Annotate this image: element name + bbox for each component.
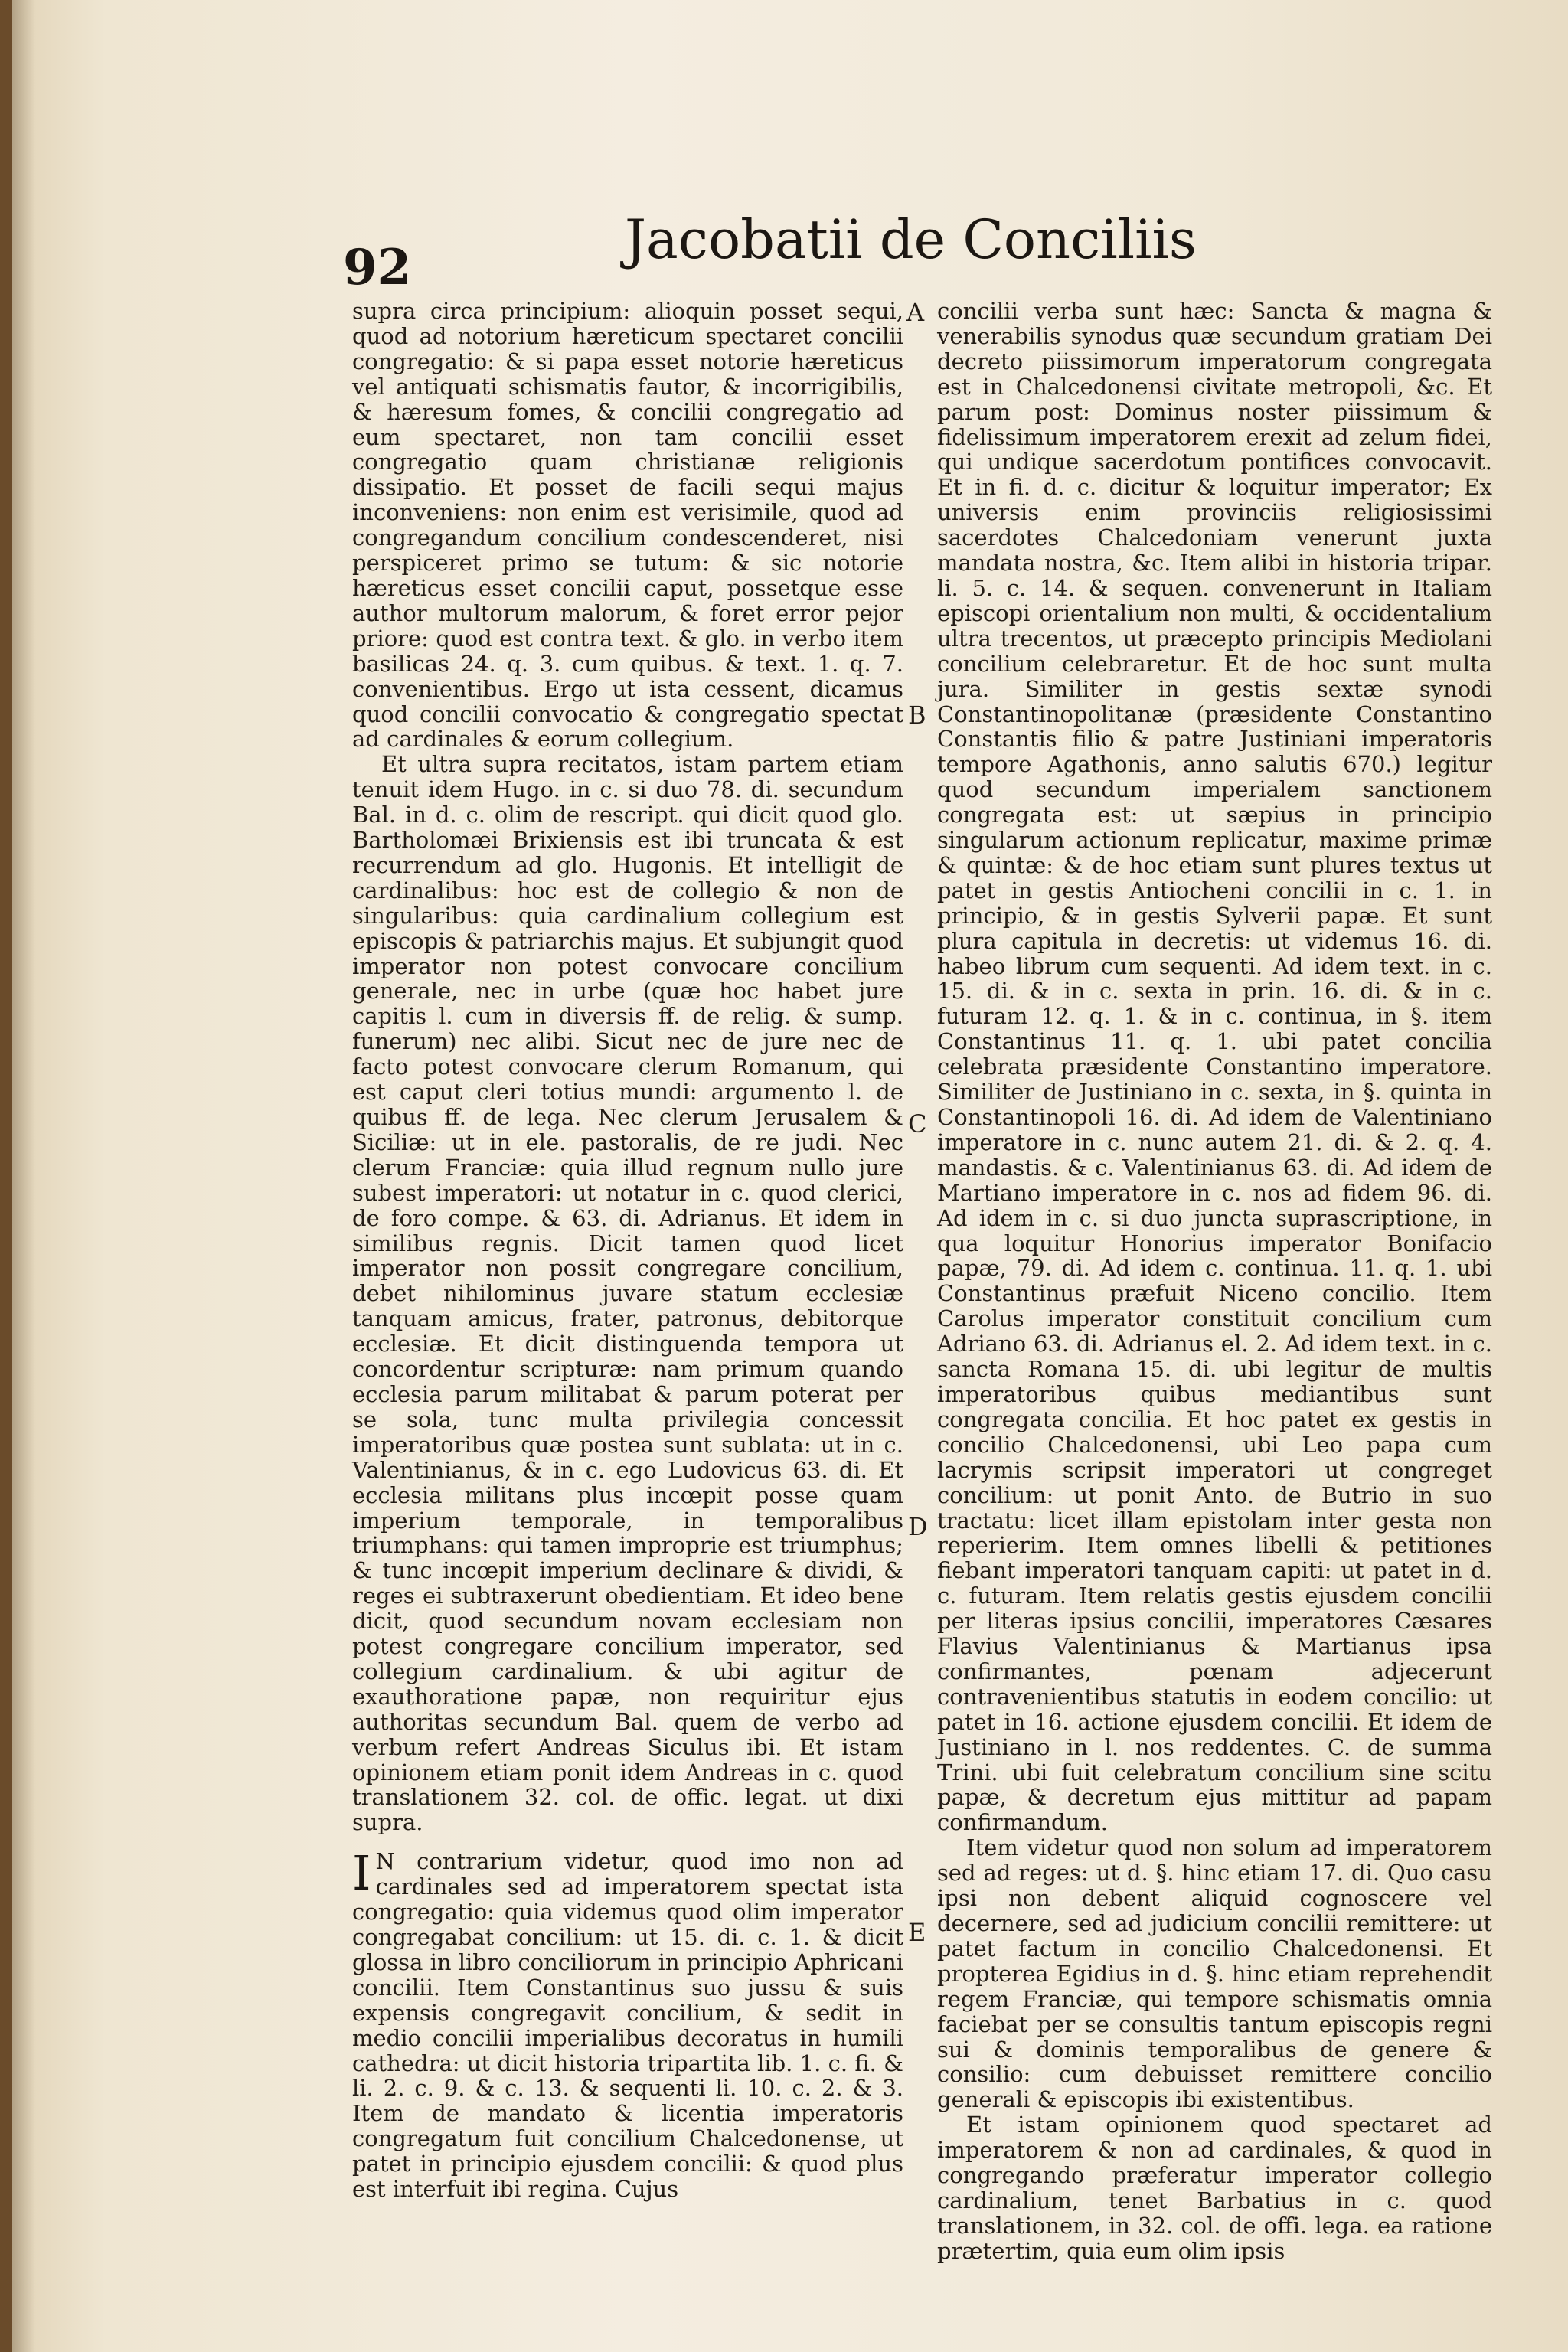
right-column: [937, 299, 1492, 2264]
margin-letter-a: A: [906, 298, 925, 327]
gutter-shadow: [12, 0, 35, 2352]
running-head: Jacobatii de Conciliis: [625, 208, 1197, 271]
margin-letter-d: D: [908, 1512, 928, 1541]
left-column: [352, 299, 903, 2202]
left-paragraph-2: Et ultra supra recitatos, istam partem etiam tenuit idem Hugo. in c. si duo 78. di. secundum Bal. in d. c. olim de rescript. qui dicit quod glo. Bartholomæi Brixiensis est ibi truncata & est recurrendum ad glo. Hugonis. Et intelligit de cardinalibus: hoc est de collegio & non de singularibus: quia cardinalium collegium est episcopis & patriarchis majus. Et subjungit quod imperator non potest convocare concilium generale, nec in urbe (quæ hoc habet jure capitis l. cum in diversis ff. de relig. & sump. funerum) nec alibi. Sicut nec de jure nec de facto potest convocare clerum Romanum, qui est caput cleri totius mundi: argumento l. de quibus ff. de lega. Nec clerum Jerusalem & Siciliæ: ut in ele. pastoralis, de re judi. Nec clerum Franciæ: quia illud regnum nullo jure subest imperatori: ut notatur in c. quod clerici, de foro compe. & 63. di. Adrianus. Et idem in similibus regnis. Dicit tamen quod licet imperator non possit congregare concilium, debet nihilominus juvare statum ecclesiæ tanquam amicus, frater, patronus, debitorque ecclesiæ. Et dicit distinguenda tempora ut concordentur scripturæ: nam primum quando ecclesia parum militabat & parum poterat per se sola, tunc multa privilegia concessit imperatoribus quæ postea sunt sublata: ut in c. Valentinianus, & in c. ego Ludovicus 63. di. Et ecclesia militans plus incœpit posse quam imperium temporale, in temporalibus triumphans: qui tamen improprie est triumphus; & tunc incœpit imperium declinare & dividi, & reges ei subtraxerunt obedientiam. Et ideo bene dicit, quod secundum novam ecclesiam non potest congregare concilium imperator, sed collegium cardinalium. & ubi agitur de exauthoratione papæ, non requiritur ejus authoritas secundum Bal. quem de verbo ad verbum refert Andreas Siculus ibi. Et istam opinionem etiam ponit idem Andreas in c. quod translationem 32. col. de offic. legat. ut dixi supra.: [352, 751, 903, 1836]
drop-cap: I: [352, 1845, 371, 1902]
right-paragraph-3: Et istam opinionem quod spectaret ad imperatorem & non ad cardinales, & quod in congregando præferatur imperator collegio cardinalium, tenet Barbatius in c. quod translationem, in 32. col. de offi. lega. ea ratione prætertim, quia eum olim ipsis: [937, 2112, 1492, 2264]
left-paragraph-1: supra circa principium: alioquin posset sequi, quod ad notorium hæreticum spectaret concilii congregatio: & si papa esset notorie hæreticus vel antiquati schismatis fautor, & incorrigibilis, & hæresum fomes, & concilii congregatio ad eum spectaret, non tam concilii esset congregatio quam christianæ religionis dissipatio. Et posset de facili sequi majus inconveniens: non enim est verisimile, quod ad congregandum concilium condescenderet, nisi perspiceret primo se tutum: & sic notorie hæreticus esset concilii caput, possetque esse author multorum malorum, & foret error pejor priore: quod est contra text. & glo. in verbo item basilicas 24. q. 3. cum quibus. & text. 1. q. 7. convenientibus. Ergo ut ista cessent, dicamus quod concilii convocatio & congregatio spectat ad cardinales & eorum collegium.: [352, 298, 903, 753]
right-paragraph-1: concilii verba sunt hæc: Sancta & magna & venerabilis synodus quæ secundum gratiam Dei decreto piissimorum imperatorum congregata est in Chalcedonensi civitate metropoli, &c. Et parum post: Dominus noster piissimum & fidelissimum imperatorem erexit ad zelum fidei, qui undique sacerdotum pontifices convocavit. Et in fi. d. c. dicitur & loquitur imperator; Ex universis enim provinciis religiosissimi sacerdotes Chalcedoniam venerunt juxta mandata nostra, &c. Item alibi in historia tripar. li. 5. c. 14. & sequen. convenerunt in Italiam episcopi orientalium non multi, & occidentalium ultra trecentos, ut præcepto principis Mediolani concilium celebraretur. Et de hoc sunt multa jura. Similiter in gestis sextæ synodi Constantinopolitanæ (præsidente Constantino Constantis filio & patre Justiniani imperatoris tempore Agathonis, anno salutis 670.) legitur quod secundum imperialem sanctionem congregata est: ut sæpius in principio singularum actionum replicatur, maxime primæ & quintæ: & de hoc etiam sunt plures textus ut patet in gestis Antiocheni concilii in c. 1. in principio, & in gestis Sylverii papæ. Et sunt plura capitula in decretis: ut videmus 16. di. habeo librum cum sequenti. Ad idem text. in c. 15. di. & in c. sexta in prin. 16. di. & in c. futuram 12. q. 1. & in c. continua, in §. item Constantinus 11. q. 1. ubi patet concilia celebrata præsidente Constantino imperatore. Similiter de Justiniano in c. sexta, in §. quinta in Constantinopoli 16. di. Ad idem de Valentiniano imperatore in c. nunc autem 21. di. & 2. q. 4. mandastis. & c. Valentinianus 63. di. Ad idem de Martiano imperatore in c. nos ad fidem 96. di. Ad idem in c. si duo juncta suprascriptione, in qua loquitur Honorius imperator Bonifacio papæ, 79. di. Ad idem c. continua. 11. q. 1. ubi Constantinus præfuit Niceno concilio. Item Carolus imperator constituit concilium cum Adriano 63. di. Adrianus el. 2. Ad idem text. in c. sancta Romana 15. di. ubi legitur de multis imperatoribus quibus mediantibus sunt congregata concilia. Et hoc patet ex gestis in concilio Chalcedonensi, ubi Leo papa cum lacrymis scripsit imperatori ut congreget concilium: ut ponit Anto. de Butrio in suo tractatu: licet illam epistolam inter gesta non reperierim. Item omnes libelli & petitiones fiebant imperatori tanquam capiti: ut patet in d. c. futuram. Item relatis gestis ejusdem concilii per literas ipsius concilii, imperatores Cæsares Flavius Valentinianus & Martianus ipsa confirmantes, pœnam adjecerunt contravenientibus statutis in eodem concilio: ut patet in 16. actione ejusdem concilii. Et idem de Justiniano in l. nos reddentes. C. de summa Trini. ubi fuit celebratum concilium sine scitu papæ, & decretum ejus mittitur ad papam confirmandum.: [937, 298, 1492, 1836]
right-paragraph-2: Item videtur quod non solum ad imperatorem sed ad reges: ut d. §. hinc etiam 17. di. Quo casu ipsi non debent aliquid cognoscere vel decernere, sed ad judicium concilii remittere: ut patet factum in concilio Chalcedonensi. Et propterea Egidius in d. §. hinc etiam reprehendit regem Franciæ, qui tempore schismatis omnia faciebat per se consultis tantum episcopis regni sui & dominis temporalibus de genere & consilio: cum debuisset remittere concilio generali & episcopis ibi existentibus.: [937, 1834, 1492, 2113]
left-paragraph-3-text: N contrarium videtur, quod imo non ad cardinales sed ad imperatorem spectat ista congregatio: quia videmus quod olim imperator congregabat concilium: ut 15. di. c. 1. & dicit glossa in libro conciliorum in principio Aphricani concilii. Item Constantinus suo jussu & suis expensis congregavit concilium, & sedit in medio concilii imperialibus decoratus in humili cathedra: ut dicit historia tripartita lib. 1. c. fi. & li. 2. c. 9. & c. 13. & sequenti li. 10. c. 2. & 3. Item de mandato & licentia imperatoris congregatum fuit concilium Chalcedonense, ut patet in principio ejusdem concilii: & quod plus est interfuit ibi regina. Cujus: [352, 1848, 903, 2203]
margin-letter-b: B: [908, 701, 926, 730]
book-page: [12, 0, 1568, 2352]
left-paragraph-3: [352, 1845, 903, 2203]
page-number: 92: [343, 239, 412, 296]
margin-letter-c: C: [908, 1109, 927, 1138]
margin-letter-e: E: [908, 1918, 926, 1947]
